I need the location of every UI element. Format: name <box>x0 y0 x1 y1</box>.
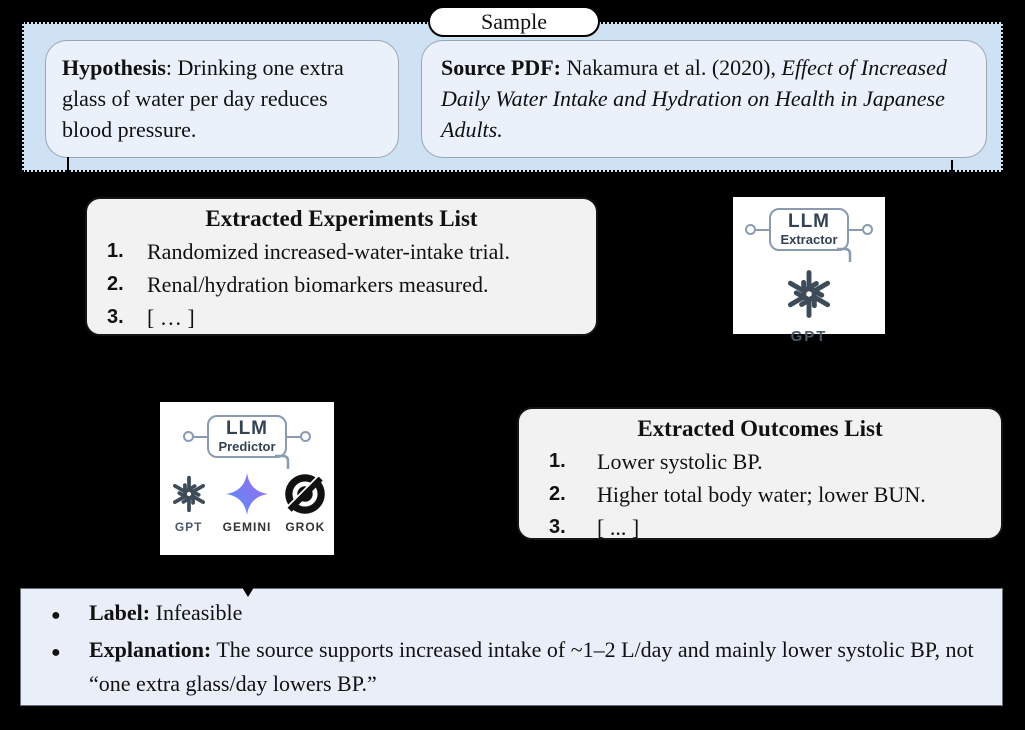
circuit-hook-icon <box>837 247 853 263</box>
predictor-models <box>167 472 328 534</box>
connector-line-left <box>67 157 69 172</box>
circuit-node-icon <box>862 224 873 235</box>
source-citation: Nakamura et al. (2020), <box>560 55 782 80</box>
list-item-text: Randomized increased-water-intake trial. <box>147 239 510 264</box>
source-pdf-card <box>421 40 987 158</box>
extracted-experiments-card <box>85 197 598 336</box>
circuit-wire <box>194 436 207 438</box>
list-item-number: 1. <box>107 240 124 262</box>
outcomes-title: Extracted Outcomes List <box>637 416 883 441</box>
list-item-number: 2. <box>107 273 124 295</box>
circuit-node-icon <box>183 431 194 442</box>
circuit-node-icon <box>745 224 756 235</box>
list-item <box>527 445 993 478</box>
chip-subtitle: Extractor <box>780 232 838 247</box>
circuit-node-icon <box>300 431 311 442</box>
gemini-logo-icon <box>225 472 269 516</box>
list-item-text: Higher total body water; lower BUN. <box>597 482 926 507</box>
list-item-text: [ … ] <box>147 305 195 330</box>
circuit-wire <box>756 229 769 231</box>
model-label: GROK <box>285 520 326 534</box>
result-label-row <box>51 596 978 633</box>
llm-predictor-chip <box>207 415 286 458</box>
chip-subtitle: Predictor <box>218 439 276 454</box>
circuit-hook-icon <box>275 454 291 470</box>
llm-extractor-chip-row <box>745 208 872 251</box>
llm-predictor-chip-row <box>183 415 310 458</box>
experiments-title: Extracted Experiments List <box>205 206 478 231</box>
hypothesis-label: Hypothesis <box>62 55 166 80</box>
sample-tag-label: Sample <box>481 8 547 34</box>
list-item-number: 2. <box>549 483 566 505</box>
llm-extractor-chip <box>769 208 848 251</box>
list-item <box>95 235 588 268</box>
result-explanation-key: Explanation: <box>89 637 212 662</box>
chip-title: LLM <box>787 211 831 232</box>
source-title: Effect of Increased Daily Water Intake and Hydration on Health in Japanese Adults. <box>441 55 947 142</box>
circuit-wire <box>849 229 862 231</box>
list-item <box>527 478 993 511</box>
result-explanation-row <box>51 633 978 701</box>
result-label-value: Infeasible <box>150 600 243 625</box>
arrowhead-down-icon <box>240 584 256 597</box>
list-item-text: Lower systolic BP. <box>597 449 763 474</box>
list-item-number: 3. <box>107 306 124 328</box>
model-grok <box>283 472 327 534</box>
llm-predictor-module <box>160 402 334 555</box>
openai-logo-icon <box>780 265 838 323</box>
extracted-outcomes-card <box>517 407 1003 540</box>
bullet-icon <box>51 633 89 701</box>
connector-line-right <box>951 160 953 172</box>
result-explanation-value: The source supports increased intake of ~1–2 L/day and mainly lower systolic BP, not “one extra glass/day lowers BP.” <box>89 637 974 696</box>
list-item <box>95 301 588 334</box>
list-item <box>527 511 993 544</box>
sample-tag <box>428 6 600 37</box>
bullet-icon <box>51 596 89 633</box>
model-label: GPT <box>790 328 828 345</box>
llm-extractor-module <box>733 197 885 345</box>
model-gpt <box>167 472 211 534</box>
list-item-number: 3. <box>549 516 566 538</box>
chip-title: LLM <box>225 418 269 439</box>
list-item <box>95 268 588 301</box>
result-box <box>20 588 1003 706</box>
model-gemini <box>223 472 272 534</box>
result-label-key: Label: <box>89 600 151 625</box>
list-item-text: [ ... ] <box>597 515 640 540</box>
source-pdf-label: Source PDF: <box>441 55 561 80</box>
circuit-wire <box>287 436 300 438</box>
openai-logo-icon <box>167 472 211 516</box>
list-item-number: 1. <box>549 450 566 472</box>
result-explanation-text <box>89 633 978 701</box>
model-label: GEMINI <box>222 520 272 534</box>
extractor-models <box>780 265 838 345</box>
hypothesis-text: : Drinking one extra glass of water per day reduces blood pressure. <box>62 55 344 142</box>
list-item-text: Renal/hydration biomarkers measured. <box>147 272 489 297</box>
result-label-text <box>89 596 978 633</box>
grok-logo-icon <box>283 472 327 516</box>
hypothesis-card <box>45 40 399 158</box>
model-label: GPT <box>174 520 203 534</box>
model-gpt <box>780 265 838 345</box>
